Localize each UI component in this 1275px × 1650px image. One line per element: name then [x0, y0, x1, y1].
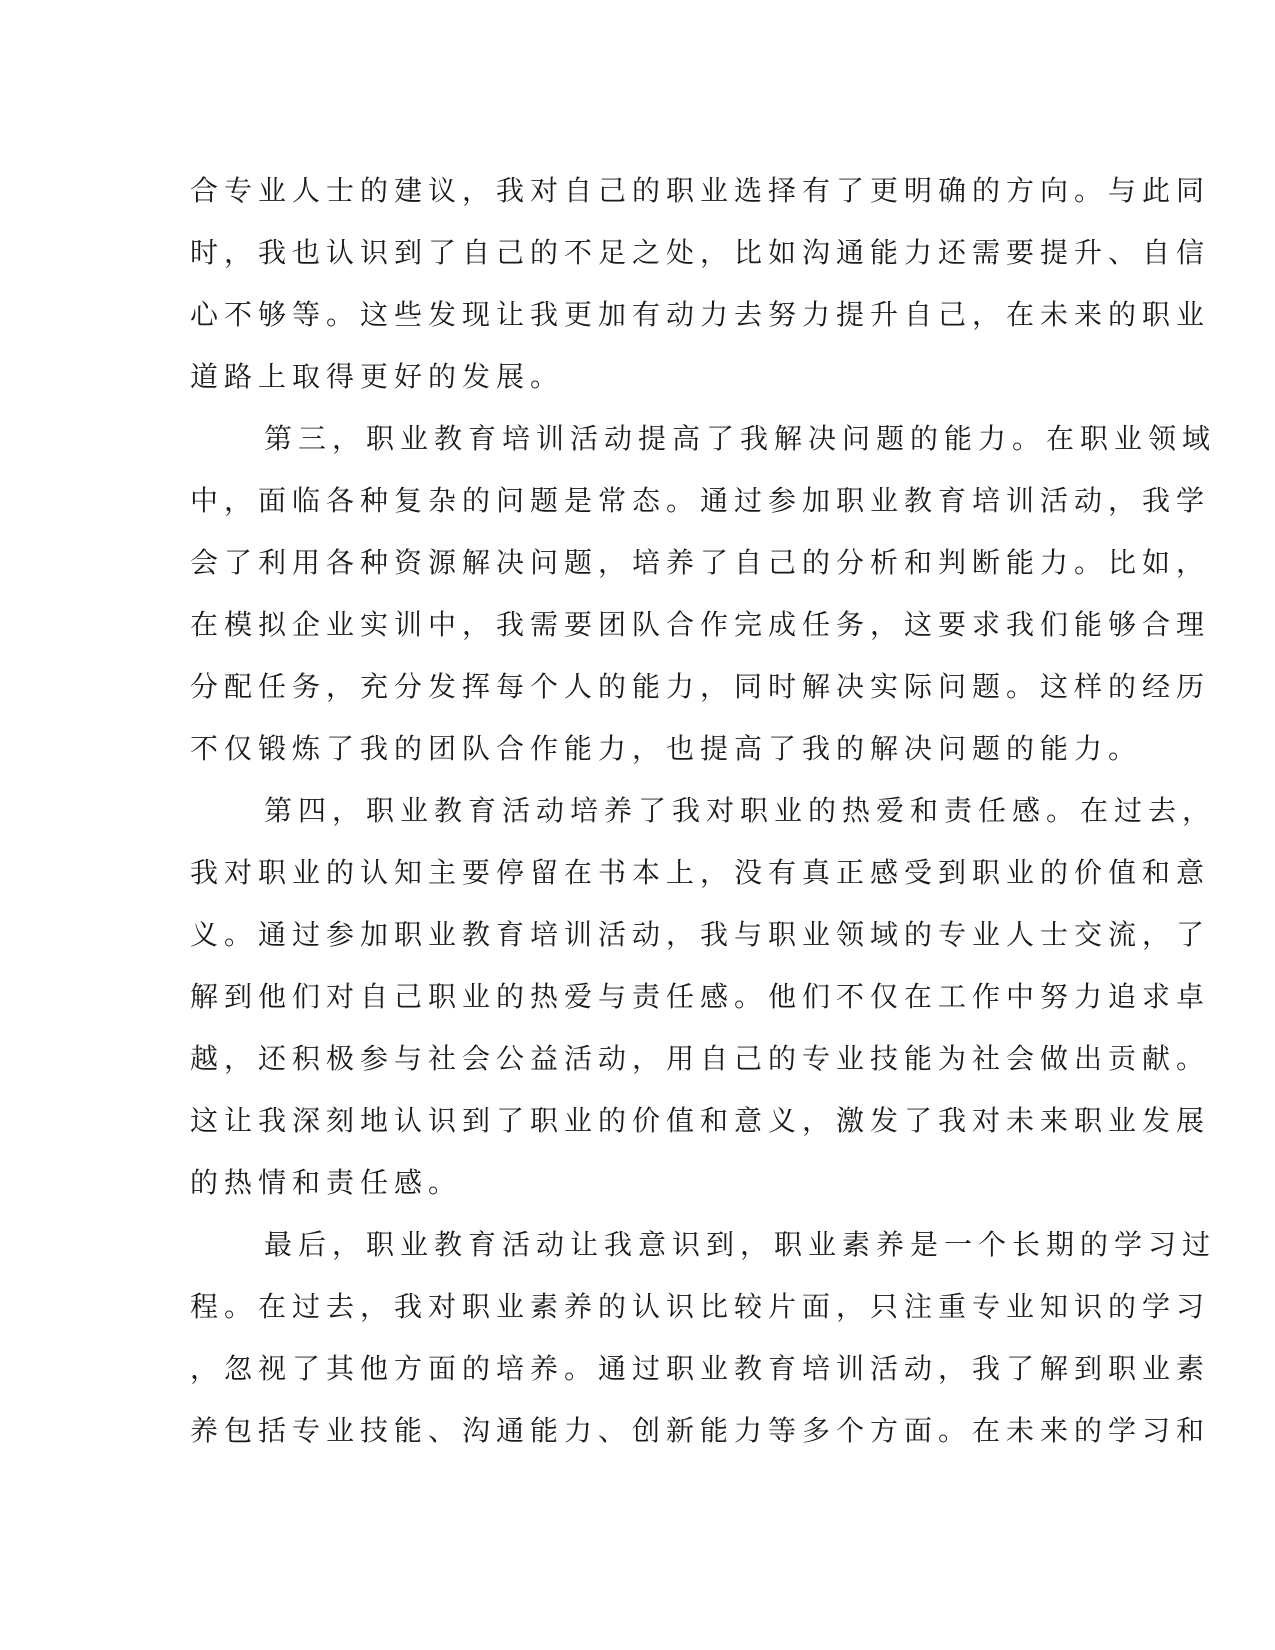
text-line: 道路上取得更好的发展。: [190, 360, 565, 393]
text-line: 义。通过参加职业教育培训活动，我与职业领域的专业人士交流，了: [190, 918, 1211, 951]
text-line: 心不够等。这些发现让我更加有动力去努力提升自己，在未来的职业: [190, 298, 1211, 331]
text-line: 中，面临各种复杂的问题是常态。通过参加职业教育培训活动，我学: [190, 484, 1211, 517]
text-line: 会了利用各种资源解决问题，培养了自己的分析和判断能力。比如，: [190, 546, 1211, 579]
paragraph-start-line: 最后，职业教育活动让我意识到，职业素养是一个长期的学习过: [264, 1228, 1217, 1261]
text-line: 解到他们对自己职业的热爱与责任感。他们不仅在工作中努力追求卓: [190, 980, 1211, 1013]
paragraph-start-line: 第四，职业教育活动培养了我对职业的热爱和责任感。在过去，: [264, 794, 1217, 827]
text-line: ，忽视了其他方面的培养。通过职业教育培训活动，我了解到职业素: [190, 1352, 1211, 1385]
text-line: 合专业人士的建议，我对自己的职业选择有了更明确的方向。与此同: [190, 174, 1211, 207]
text-line: 越，还积极参与社会公益活动，用自己的专业技能为社会做出贡献。: [190, 1042, 1211, 1075]
text-line: 在模拟企业实训中，我需要团队合作完成任务，这要求我们能够合理: [190, 608, 1211, 641]
paragraph-start-line: 第三，职业教育培训活动提高了我解决问题的能力。在职业领域: [264, 422, 1217, 455]
text-line: 的热情和责任感。: [190, 1166, 463, 1199]
text-line: 养包括专业技能、沟通能力、创新能力等多个方面。在未来的学习和: [190, 1414, 1211, 1447]
text-line: 时，我也认识到了自己的不足之处，比如沟通能力还需要提升、自信: [190, 236, 1211, 269]
body-text: [190, 160, 1217, 1462]
text-line: 这让我深刻地认识到了职业的价值和意义，激发了我对未来职业发展: [190, 1104, 1211, 1137]
text-line: 程。在过去，我对职业素养的认识比较片面，只注重专业知识的学习: [190, 1290, 1211, 1323]
text-line: 不仅锻炼了我的团队合作能力，也提高了我的解决问题的能力。: [190, 732, 1143, 765]
text-line: 我对职业的认知主要停留在书本上，没有真正感受到职业的价值和意: [190, 856, 1211, 889]
text-line: 分配任务，充分发挥每个人的能力，同时解决实际问题。这样的经历: [190, 670, 1211, 703]
